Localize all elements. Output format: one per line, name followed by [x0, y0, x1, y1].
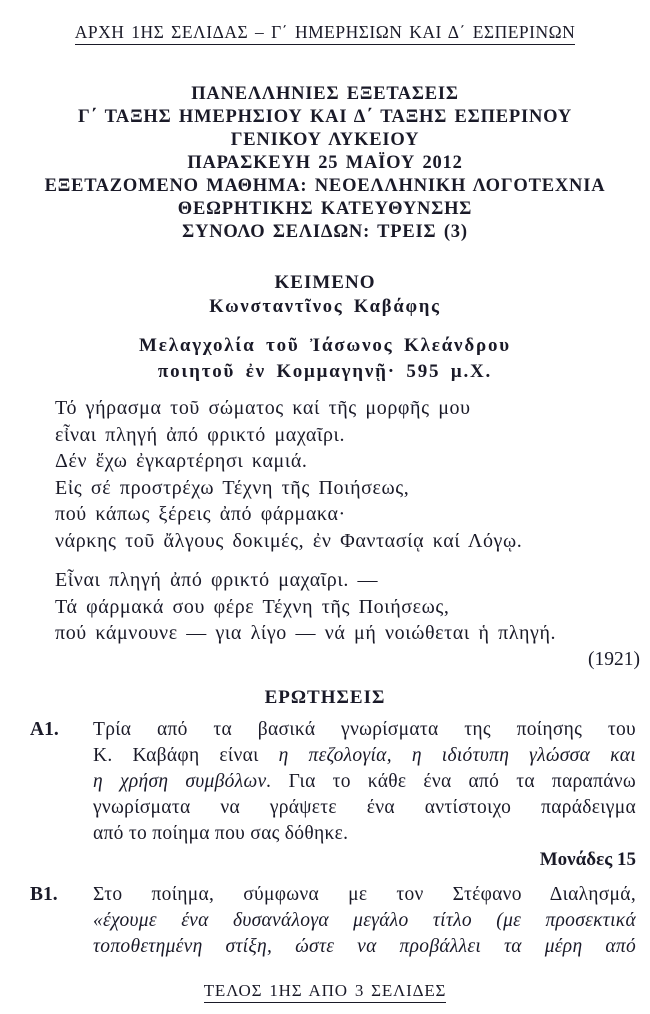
question-a1-line	[93, 769, 636, 795]
poem-line: εἶναι πληγή ἀπό φρικτό μαχαῖρι.	[55, 423, 346, 446]
poem-line: πού κάπως ξέρεις ἀπό φάρμακα·	[55, 503, 346, 525]
question-b1-body	[93, 882, 636, 960]
text-run: Τρία από τα βασικά γνωρίσματα της ποίησης του	[93, 718, 636, 740]
poem-stanza-1	[55, 395, 650, 554]
text-run-italic: η πεζολογία, η ιδιότυπη γλώσσα και	[278, 744, 636, 766]
poem-line: πού κάμνουνε — για λίγο — νά μή νοιώθεται ἡ πληγή.	[55, 622, 557, 644]
poem-year: (1921)	[588, 648, 640, 670]
questions-heading: ΕΡΩΤΗΣΕΙΣ	[264, 686, 386, 708]
question-b1-line	[93, 908, 636, 934]
text-heading: ΚΕΙΜΕΝΟ	[274, 272, 376, 293]
text-run-italic: τοποθετημένη στίξη, ώστε να προβάλλει τα μέρη από	[93, 935, 636, 957]
text-section-head	[0, 271, 650, 320]
page-start-banner	[0, 0, 650, 42]
poem-line: νάρκης τοῦ ἄλγους δοκιμές, ἐν Φαντασίᾳ καί Λόγῳ.	[55, 529, 523, 552]
text-run: Στο ποίημα, σύμφωνα με τον Στέφανο Διαλησμά,	[93, 883, 636, 905]
poem-line: Τά φάρμακά σου φέρε Τέχνη τῆς Ποιήσεως,	[55, 595, 450, 618]
exam-title-line-2: Γ΄ ΤΑΞΗΣ ΗΜΕΡΗΣΙΟΥ ΚΑΙ Δ΄ ΤΑΞΗΣ ΕΣΠΕΡΙΝΟΥ	[77, 107, 573, 127]
poem-line: Δέν ἔχω ἐγκαρτέρησι καμιά.	[55, 450, 308, 472]
question-a1-label: Α1.	[30, 718, 59, 740]
exam-title-line-3: ΓΕΝΙΚΟΥ ΛΥΚΕΙΟΥ	[230, 130, 420, 150]
exam-title-line-4: ΠΑΡΑΣΚΕΥΗ 25 ΜΑΪΟΥ 2012	[187, 153, 463, 173]
text-run-italic: «έχουμε ένα δυσανάλογα μεγάλο τίτλο (με προσεκτικά	[93, 909, 636, 931]
question-b1	[0, 882, 650, 960]
text-run: Κ. Καβάφη είναι	[93, 744, 279, 766]
exam-title-line-7: ΣΥΝΟΛΟ ΣΕΛΙΔΩΝ: ΤΡΕΙΣ (3)	[182, 222, 468, 242]
question-a1-line	[93, 821, 636, 847]
poem-title-line-1: Μελαγχολία τοῦ Ἰάσωνος Κλεάνδρου	[139, 335, 511, 356]
text-run: Για το κάθε ένα από τα παραπάνω	[271, 770, 636, 792]
poem-stanza-2	[55, 567, 650, 647]
page-end-banner-text: ΤΕΛΟΣ 1ΗΣ ΑΠΟ 3 ΣΕΛΙΔΕΣ	[204, 981, 447, 1003]
poem-title	[0, 333, 650, 385]
page-end-banner	[0, 981, 650, 1001]
page-start-banner-text: ΑΡΧΗ 1ΗΣ ΣΕΛΙΔΑΣ – Γ΄ ΗΜΕΡΗΣΙΩΝ ΚΑΙ Δ΄ ΕΣΠΕΡΙΝΩΝ	[75, 22, 576, 45]
question-a1-line	[93, 743, 636, 769]
exam-title-block	[0, 83, 650, 244]
question-a1-points: Μονάδες 15	[539, 848, 636, 870]
question-a1-body	[93, 717, 636, 873]
author-name: Κωνσταντῖνος Καβάφης	[209, 297, 441, 317]
exam-title-line-5: ΕΞΕΤΑΖΟΜΕΝΟ ΜΑΘΗΜΑ: ΝΕΟΕΛΛΗΝΙΚΗ ΛΟΓΟΤΕΧΝΙΑ	[44, 176, 606, 196]
question-b1-label: Β1.	[30, 883, 58, 905]
text-run: γνωρίσματα να γράψετε ένα αντίστοιχο παράδειγμα	[93, 796, 636, 818]
exam-title-line-6: ΘΕΩΡΗΤΙΚΗΣ ΚΑΤΕΥΘΥΝΣΗΣ	[177, 199, 473, 219]
question-a1	[0, 717, 650, 873]
poem-line: Εἶναι πληγή ἀπό φρικτό μαχαῖρι. —	[55, 569, 379, 591]
exam-title-line-1: ΠΑΝΕΛΛΗΝΙΕΣ ΕΞΕΤΑΣΕΙΣ	[191, 84, 459, 104]
question-b1-line	[93, 934, 636, 960]
text-run: από το ποίημα που σας δόθηκε.	[93, 822, 349, 844]
poem-line: Εἰς σέ προστρέχω Τέχνη τῆς Ποιήσεως,	[55, 476, 410, 499]
question-a1-line	[93, 717, 636, 743]
poem-title-line-2: ποιητοῦ ἐν Κομμαγηνῇ· 595 μ.Χ.	[157, 361, 493, 382]
question-b1-line	[93, 882, 636, 908]
question-a1-line	[93, 795, 636, 821]
text-run-italic: η χρήση συμβόλων.	[93, 770, 272, 792]
poem-line: Τό γήρασμα τοῦ σώματος καί τῆς μορφῆς μου	[55, 397, 471, 419]
